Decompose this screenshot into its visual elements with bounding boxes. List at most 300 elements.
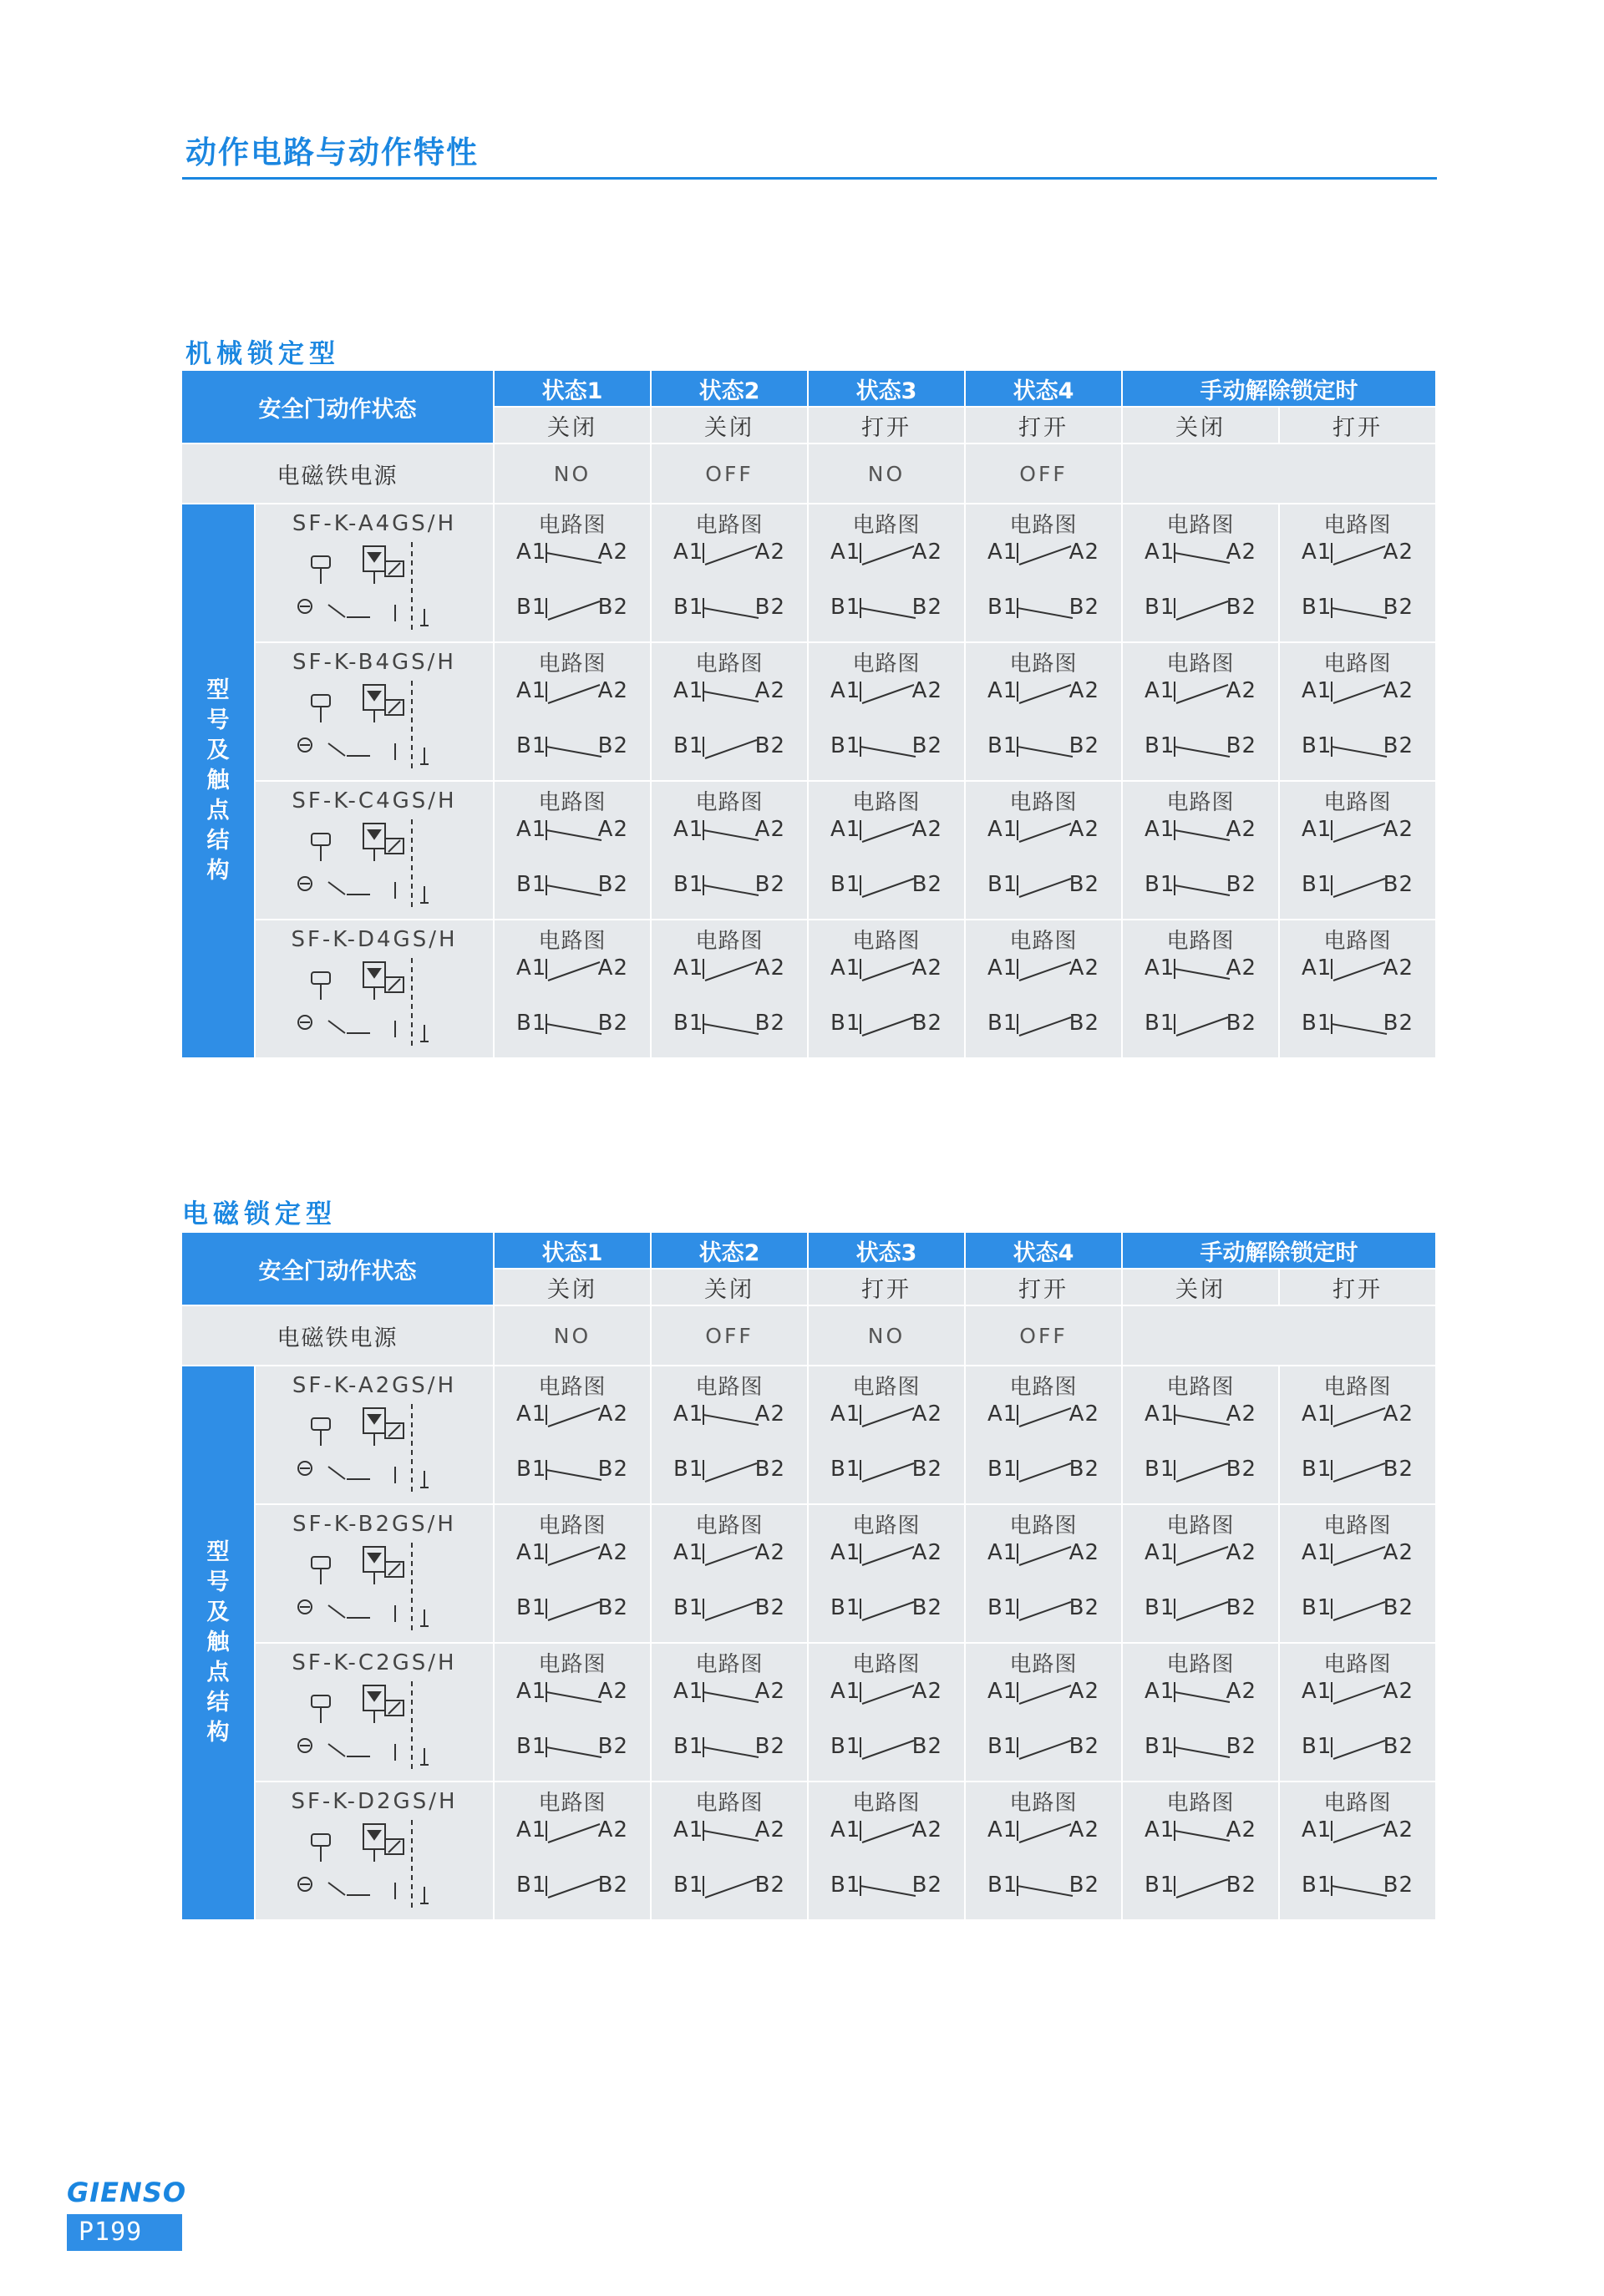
diagram-label: 电路图: [852, 1652, 921, 1677]
terminal-a2: A2: [1226, 1679, 1256, 1704]
schematic-icon: [295, 1400, 454, 1500]
diagram-label: 电路图: [538, 790, 607, 815]
diagram-label: 电路图: [852, 1375, 921, 1400]
terminal-a2: A2: [1068, 955, 1099, 981]
terminal-b2: B2: [911, 1873, 942, 1898]
terminal-b1: B1: [830, 1734, 861, 1759]
terminal-b1: B1: [830, 1595, 861, 1620]
no-contact-icon: [1330, 1403, 1388, 1428]
no-contact-icon: [859, 957, 917, 982]
diagram-label: 电路图: [1009, 790, 1078, 815]
title-rule: [182, 177, 1437, 180]
terminal-a1: A1: [830, 1679, 861, 1704]
terminal-a1: A1: [987, 678, 1018, 703]
circuit-diagram-cell: [1279, 1504, 1436, 1643]
model-row: [181, 1504, 1436, 1643]
terminal-a2: A2: [911, 955, 942, 981]
model-cell: [255, 920, 494, 1058]
terminal-b1: B1: [673, 1011, 704, 1036]
terminal-a1: A1: [673, 1401, 704, 1427]
power-value: OFF: [965, 443, 1122, 504]
no-contact-icon: [859, 1597, 917, 1622]
terminal-b1: B1: [987, 1873, 1018, 1898]
circuit-diagram-cell: [808, 1782, 965, 1920]
diagram-label: 电路图: [695, 1791, 764, 1816]
terminal-b2: B2: [1226, 595, 1256, 620]
no-contact-icon: [545, 596, 603, 621]
terminal-b2: B2: [1383, 1734, 1414, 1759]
nc-contact-icon: [702, 1736, 760, 1761]
power-value: NO: [808, 1305, 965, 1366]
no-contact-icon: [859, 874, 917, 899]
nc-contact-icon: [545, 1012, 603, 1037]
no-contact-icon: [1173, 680, 1231, 705]
terminal-b1: B1: [987, 595, 1018, 620]
terminal-b2: B2: [1068, 1457, 1099, 1482]
terminal-a1: A1: [1145, 540, 1175, 565]
model-cell: [255, 504, 494, 642]
no-contact-icon: [1173, 1012, 1231, 1037]
terminal-b2: B2: [1068, 1595, 1099, 1620]
circuit-diagram-cell: [1122, 1504, 1279, 1643]
no-contact-icon: [702, 735, 760, 760]
nc-contact-icon: [545, 874, 603, 899]
terminal-a1: A1: [1145, 1540, 1175, 1565]
diagram-label: 电路图: [1323, 1513, 1392, 1538]
terminal-b2: B2: [911, 1734, 942, 1759]
no-contact-icon: [702, 1874, 760, 1899]
terminal-b1: B1: [673, 1595, 704, 1620]
diagram-label: 电路图: [1009, 1791, 1078, 1816]
no-contact-icon: [1016, 1819, 1074, 1844]
terminal-a2: A2: [1383, 817, 1414, 842]
no-contact-icon: [545, 1542, 603, 1567]
schematic-icon: [295, 1538, 454, 1639]
door-position-cell: 打开: [808, 407, 965, 443]
no-contact-icon: [859, 541, 917, 566]
terminal-a1: A1: [516, 1540, 547, 1565]
terminal-b1: B1: [516, 1457, 547, 1482]
no-contact-icon: [1016, 957, 1074, 982]
diagram-label: 电路图: [1009, 1513, 1078, 1538]
terminal-b2: B2: [1226, 1011, 1256, 1036]
circuit-diagram-cell: [965, 1366, 1122, 1504]
circuit-diagram-cell: [494, 1643, 651, 1782]
terminal-b2: B2: [597, 595, 628, 620]
nc-contact-icon: [1330, 735, 1388, 760]
terminal-a1: A1: [673, 817, 704, 842]
no-contact-icon: [1330, 957, 1388, 982]
terminal-b1: B1: [516, 733, 547, 758]
terminal-a1: A1: [516, 540, 547, 565]
diagram-label: 电路图: [1009, 929, 1078, 954]
nc-contact-icon: [702, 1819, 760, 1844]
circuit-diagram-cell: [1122, 1366, 1279, 1504]
door-position-cell: 关闭: [651, 1269, 808, 1305]
terminal-a2: A2: [754, 955, 785, 981]
terminal-b1: B1: [1302, 1595, 1332, 1620]
terminal-a2: A2: [754, 1817, 785, 1842]
section-title-mechanical: 机械锁定型: [185, 339, 340, 369]
terminal-b2: B2: [754, 1595, 785, 1620]
terminal-a2: A2: [911, 1540, 942, 1565]
circuit-diagram-cell: [1122, 504, 1279, 642]
circuit-diagram-cell: [494, 642, 651, 781]
no-contact-icon: [859, 1458, 917, 1483]
model-name: SF-K-C2GS/H: [292, 1650, 457, 1675]
no-contact-icon: [702, 1597, 760, 1622]
circuit-diagram-cell: [965, 920, 1122, 1058]
diagram-label: 电路图: [538, 1513, 607, 1538]
circuit-diagram-cell: [808, 504, 965, 642]
terminal-b2: B2: [597, 1011, 628, 1036]
circuit-diagram-cell: [808, 1643, 965, 1782]
nc-contact-icon: [545, 1458, 603, 1483]
terminal-a1: A1: [987, 1540, 1018, 1565]
no-contact-icon: [1016, 819, 1074, 844]
nc-contact-icon: [702, 596, 760, 621]
diagram-label: 电路图: [1009, 651, 1078, 677]
model-row: [181, 504, 1436, 642]
no-contact-icon: [1330, 1680, 1388, 1706]
diagram-label: 电路图: [538, 513, 607, 538]
no-contact-icon: [1173, 1542, 1231, 1567]
circuit-diagram-cell: [494, 920, 651, 1058]
terminal-a1: A1: [1145, 955, 1175, 981]
terminal-b2: B2: [911, 595, 942, 620]
schematic-icon: [295, 815, 454, 915]
terminal-b2: B2: [1226, 872, 1256, 897]
schematic-icon: [295, 1816, 454, 1916]
no-contact-icon: [1330, 1819, 1388, 1844]
terminal-b2: B2: [1383, 872, 1414, 897]
terminal-b1: B1: [1302, 1734, 1332, 1759]
mechanical-lock-table: [180, 369, 1437, 1059]
terminal-b1: B1: [987, 733, 1018, 758]
terminal-a2: A2: [1383, 1540, 1414, 1565]
terminal-a2: A2: [754, 1679, 785, 1704]
diagram-label: 电路图: [1009, 513, 1078, 538]
terminal-b1: B1: [516, 1595, 547, 1620]
terminal-b1: B1: [1145, 1873, 1175, 1898]
nc-contact-icon: [1330, 596, 1388, 621]
circuit-diagram-cell: [651, 504, 808, 642]
door-position-cell: 打开: [1279, 1269, 1436, 1305]
circuit-diagram-cell: [808, 781, 965, 920]
circuit-diagram-cell: [1122, 781, 1279, 920]
model-cell: [255, 1643, 494, 1782]
terminal-a1: A1: [987, 540, 1018, 565]
terminal-b1: B1: [673, 1457, 704, 1482]
diagram-label: 电路图: [852, 790, 921, 815]
circuit-diagram-cell: [965, 781, 1122, 920]
terminal-a1: A1: [673, 1540, 704, 1565]
terminal-b1: B1: [987, 1595, 1018, 1620]
terminal-a1: A1: [1302, 678, 1332, 703]
model-row: [181, 642, 1436, 781]
model-name: SF-K-B4GS/H: [292, 650, 456, 675]
terminal-b2: B2: [911, 872, 942, 897]
model-row: [181, 1782, 1436, 1920]
diagram-label: 电路图: [1323, 1652, 1392, 1677]
diagram-label: 电路图: [538, 1375, 607, 1400]
terminal-a1: A1: [1145, 1401, 1175, 1427]
terminal-a2: A2: [1226, 1817, 1256, 1842]
terminal-b2: B2: [1226, 733, 1256, 758]
terminal-a2: A2: [1226, 1540, 1256, 1565]
door-position-cell: 打开: [808, 1269, 965, 1305]
power-empty-cell: [1122, 443, 1436, 504]
terminal-b1: B1: [516, 595, 547, 620]
nc-contact-icon: [1330, 1012, 1388, 1037]
nc-contact-icon: [1173, 1403, 1231, 1428]
terminal-a2: A2: [597, 540, 628, 565]
diagram-label: 电路图: [1323, 651, 1392, 677]
circuit-diagram-cell: [1122, 1643, 1279, 1782]
diagram-label: 电路图: [852, 929, 921, 954]
model-cell: [255, 781, 494, 920]
terminal-b2: B2: [1226, 1457, 1256, 1482]
circuit-diagram-cell: [651, 642, 808, 781]
terminal-a2: A2: [911, 540, 942, 565]
no-contact-icon: [1330, 1542, 1388, 1567]
terminal-b1: B1: [1145, 872, 1175, 897]
terminal-a1: A1: [987, 817, 1018, 842]
terminal-a1: A1: [830, 1401, 861, 1427]
terminal-a2: A2: [1068, 817, 1099, 842]
terminal-b1: B1: [1302, 1873, 1332, 1898]
no-contact-icon: [702, 1458, 760, 1483]
terminal-a1: A1: [987, 955, 1018, 981]
terminal-b1: B1: [516, 872, 547, 897]
circuit-diagram-cell: [965, 504, 1122, 642]
circuit-diagram-cell: [651, 781, 808, 920]
terminal-a2: A2: [754, 678, 785, 703]
diagram-label: 电路图: [538, 651, 607, 677]
nc-contact-icon: [1173, 541, 1231, 566]
terminal-b2: B2: [754, 1873, 785, 1898]
terminal-b1: B1: [987, 872, 1018, 897]
terminal-b2: B2: [1068, 595, 1099, 620]
terminal-a2: A2: [911, 1401, 942, 1427]
terminal-a2: A2: [597, 678, 628, 703]
no-contact-icon: [1016, 1597, 1074, 1622]
terminal-a2: A2: [754, 540, 785, 565]
terminal-b1: B1: [830, 1873, 861, 1898]
nc-contact-icon: [1016, 1874, 1074, 1899]
terminal-b1: B1: [516, 1873, 547, 1898]
terminal-a1: A1: [830, 1540, 861, 1565]
nc-contact-icon: [545, 1680, 603, 1706]
diagram-label: 电路图: [1166, 1513, 1235, 1538]
state-header: 状态3: [808, 1232, 965, 1269]
terminal-a2: A2: [1068, 1540, 1099, 1565]
door-position-cell: 打开: [965, 407, 1122, 443]
no-contact-icon: [1173, 1874, 1231, 1899]
terminal-a2: A2: [1383, 1817, 1414, 1842]
terminal-b2: B2: [597, 733, 628, 758]
terminal-a1: A1: [516, 955, 547, 981]
no-contact-icon: [859, 1680, 917, 1706]
no-contact-icon: [1330, 1458, 1388, 1483]
diagram-label: 电路图: [1323, 1791, 1392, 1816]
circuit-diagram-cell: [808, 642, 965, 781]
state-header: 状态1: [494, 370, 651, 407]
terminal-b1: B1: [1302, 1457, 1332, 1482]
terminal-b1: B1: [673, 595, 704, 620]
no-contact-icon: [859, 680, 917, 705]
diagram-label: 电路图: [1009, 1652, 1078, 1677]
terminal-a2: A2: [597, 1679, 628, 1704]
diagram-label: 电路图: [1166, 1375, 1235, 1400]
diagram-label: 电路图: [695, 1652, 764, 1677]
diagram-label: 电路图: [1166, 1652, 1235, 1677]
terminal-b2: B2: [754, 1457, 785, 1482]
nc-contact-icon: [1173, 1680, 1231, 1706]
nc-contact-icon: [1173, 874, 1231, 899]
schematic-icon: [295, 677, 454, 777]
diagram-label: 电路图: [695, 929, 764, 954]
terminal-a2: A2: [1226, 540, 1256, 565]
terminal-a1: A1: [830, 540, 861, 565]
terminal-b1: B1: [830, 733, 861, 758]
diagram-label: 电路图: [1009, 1375, 1078, 1400]
terminal-a2: A2: [1383, 678, 1414, 703]
terminal-b1: B1: [1302, 872, 1332, 897]
no-contact-icon: [1016, 1542, 1074, 1567]
state-header: 状态1: [494, 1232, 651, 1269]
terminal-a1: A1: [830, 955, 861, 981]
door-position-cell: 关闭: [1122, 1269, 1279, 1305]
circuit-diagram-cell: [494, 504, 651, 642]
diagram-label: 电路图: [1323, 790, 1392, 815]
terminal-b2: B2: [1383, 1873, 1414, 1898]
terminal-a2: A2: [1383, 955, 1414, 981]
terminal-a2: A2: [597, 955, 628, 981]
terminal-b2: B2: [1226, 1873, 1256, 1898]
page-number: P199: [67, 2214, 182, 2251]
model-name: SF-K-D4GS/H: [291, 927, 458, 952]
terminal-a1: A1: [673, 1817, 704, 1842]
terminal-a1: A1: [1145, 678, 1175, 703]
no-contact-icon: [1016, 1012, 1074, 1037]
model-name: SF-K-C4GS/H: [292, 788, 457, 813]
circuit-diagram-cell: [1279, 920, 1436, 1058]
terminal-a2: A2: [754, 1540, 785, 1565]
diagram-label: 电路图: [1166, 790, 1235, 815]
terminal-b1: B1: [1145, 733, 1175, 758]
terminal-a1: A1: [1145, 1679, 1175, 1704]
no-contact-icon: [1016, 680, 1074, 705]
terminal-b2: B2: [1068, 1873, 1099, 1898]
terminal-b2: B2: [911, 733, 942, 758]
circuit-diagram-cell: [1279, 1782, 1436, 1920]
model-name: SF-K-A4GS/H: [292, 511, 457, 536]
no-contact-icon: [1016, 1403, 1074, 1428]
nc-contact-icon: [859, 1874, 917, 1899]
terminal-b1: B1: [830, 872, 861, 897]
terminal-a2: A2: [597, 1540, 628, 1565]
diagram-label: 电路图: [695, 790, 764, 815]
no-contact-icon: [859, 1542, 917, 1567]
model-row: [181, 1366, 1436, 1504]
terminal-a1: A1: [516, 1401, 547, 1427]
terminal-b2: B2: [1068, 872, 1099, 897]
no-contact-icon: [1016, 1458, 1074, 1483]
electromagnetic-lock-table: [180, 1231, 1437, 1921]
circuit-diagram-cell: [1122, 642, 1279, 781]
terminal-b1: B1: [830, 1011, 861, 1036]
model-cell: [255, 1366, 494, 1504]
nc-contact-icon: [545, 735, 603, 760]
power-label: 电磁铁电源: [181, 1305, 494, 1366]
model-cell: [255, 1504, 494, 1643]
no-contact-icon: [545, 680, 603, 705]
circuit-diagram-cell: [965, 1504, 1122, 1643]
terminal-a1: A1: [516, 678, 547, 703]
terminal-b2: B2: [911, 1457, 942, 1482]
diagram-label: 电路图: [695, 651, 764, 677]
terminal-b2: B2: [597, 1595, 628, 1620]
terminal-a2: A2: [911, 817, 942, 842]
terminal-a1: A1: [673, 1679, 704, 1704]
circuit-diagram-cell: [494, 1504, 651, 1643]
no-contact-icon: [1173, 1458, 1231, 1483]
terminal-a1: A1: [830, 1817, 861, 1842]
terminal-b1: B1: [987, 1011, 1018, 1036]
no-contact-icon: [702, 541, 760, 566]
state-header: 状态2: [651, 370, 808, 407]
nc-contact-icon: [702, 1012, 760, 1037]
no-contact-icon: [702, 1542, 760, 1567]
brand-logo: GIENSO: [67, 2177, 187, 2208]
terminal-b2: B2: [597, 1873, 628, 1898]
circuit-diagram-cell: [1279, 1643, 1436, 1782]
terminal-a1: A1: [1302, 817, 1332, 842]
terminal-a2: A2: [1226, 1401, 1256, 1427]
diagram-label: 电路图: [695, 1513, 764, 1538]
terminal-a2: A2: [1068, 540, 1099, 565]
door-state-header: 安全门动作状态: [181, 1232, 494, 1305]
terminal-b2: B2: [597, 1734, 628, 1759]
terminal-a1: A1: [673, 955, 704, 981]
page-title: 动作电路与动作特性: [185, 134, 479, 170]
diagram-label: 电路图: [852, 1513, 921, 1538]
terminal-b2: B2: [1383, 1011, 1414, 1036]
nc-contact-icon: [1173, 1736, 1231, 1761]
terminal-b1: B1: [673, 733, 704, 758]
nc-contact-icon: [859, 735, 917, 760]
nc-contact-icon: [545, 819, 603, 844]
terminal-a1: A1: [987, 1679, 1018, 1704]
terminal-a2: A2: [754, 817, 785, 842]
model-name: SF-K-A2GS/H: [292, 1373, 457, 1398]
no-contact-icon: [1016, 1680, 1074, 1706]
terminal-b1: B1: [1302, 595, 1332, 620]
terminal-b1: B1: [1302, 733, 1332, 758]
terminal-a2: A2: [1068, 1401, 1099, 1427]
terminal-a1: A1: [1302, 1817, 1332, 1842]
terminal-a1: A1: [1302, 955, 1332, 981]
terminal-b2: B2: [1383, 1457, 1414, 1482]
terminal-b2: B2: [754, 1734, 785, 1759]
nc-contact-icon: [1330, 1874, 1388, 1899]
terminal-a1: A1: [1302, 1401, 1332, 1427]
nc-contact-icon: [702, 680, 760, 705]
door-position-cell: 关闭: [1122, 407, 1279, 443]
terminal-b2: B2: [1226, 1734, 1256, 1759]
model-structure-label: [181, 504, 255, 1058]
